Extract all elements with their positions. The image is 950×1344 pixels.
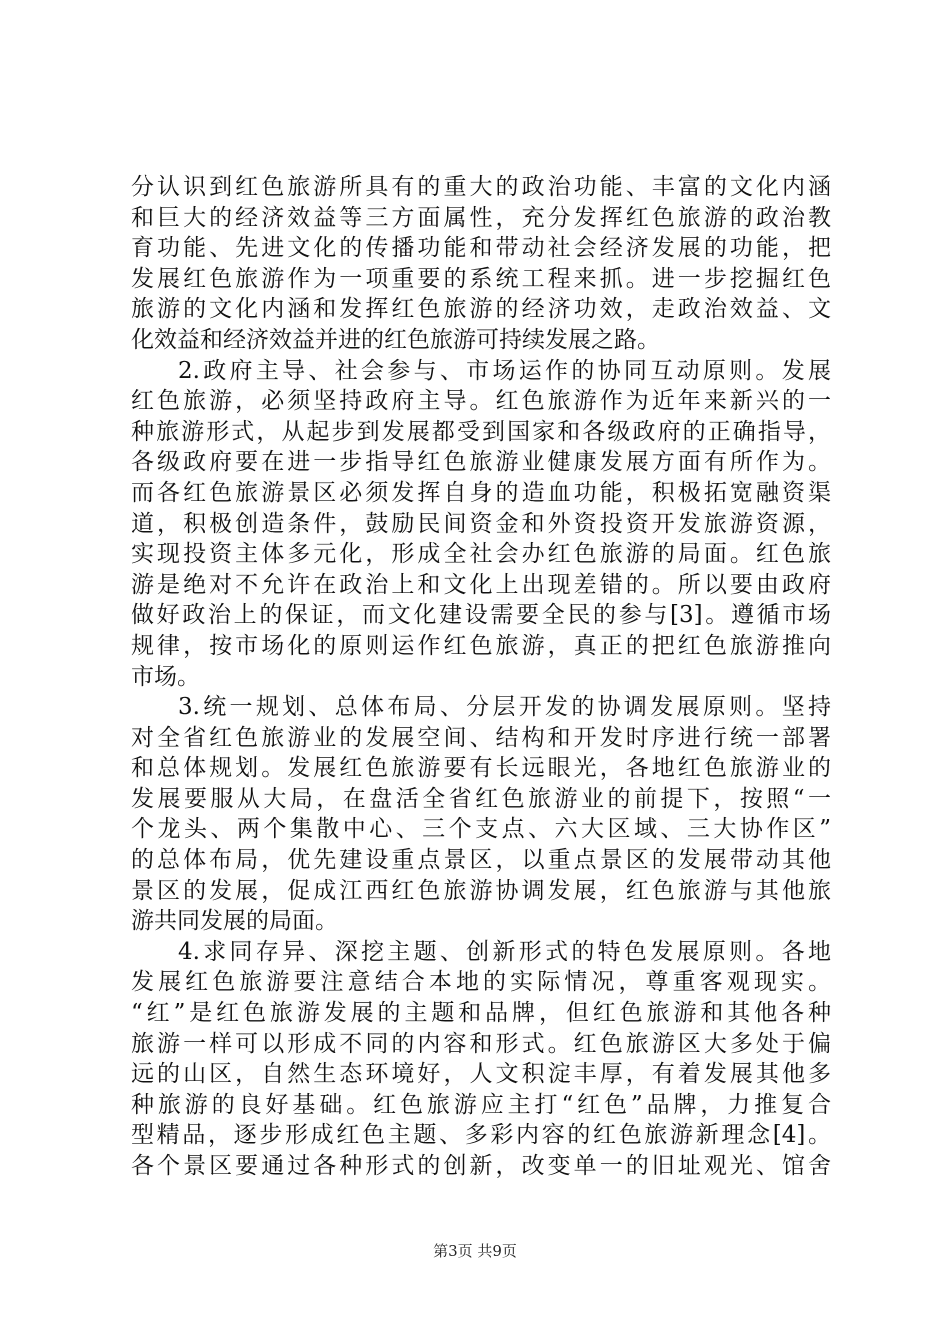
text-line: 种旅游的良好基础。红色旅游应主打“红色”品牌，力推复合 (131, 1091, 831, 1118)
text-line: 发展要服从大局，在盘活全省红色旅游业的前提下，按照“一 (131, 785, 831, 812)
text-line: 育功能、先进文化的传播功能和带动社会经济发展的功能，把 (131, 235, 831, 262)
text-line: 和巨大的经济效益等三方面属性，充分发挥红色旅游的政治教 (131, 204, 831, 231)
document-body (131, 172, 831, 1182)
text-line: 旅游的文化内涵和发挥红色旅游的经济功效，走政治效益、文 (131, 296, 831, 323)
text-line: 发展红色旅游要注意结合本地的实际情况，尊重客观现实。 (131, 969, 831, 996)
text-line: 而各红色旅游景区必须发挥自身的造血功能，积极拓宽融资渠 (131, 479, 831, 506)
text-line: 景区的发展，促成江西红色旅游协调发展，红色旅游与其他旅 (131, 877, 831, 904)
text-line: “红”是红色旅游发展的主题和品牌，但红色旅游和其他各种 (131, 1000, 831, 1027)
text-line: 种旅游形式，从起步到发展都受到国家和各级政府的正确指导， (131, 418, 831, 445)
page-footer: 第3页 共9页 (433, 1242, 517, 1260)
text-line: 化效益和经济效益并进的红色旅游可持续发展之路。 (131, 326, 660, 353)
text-line: 实现投资主体多元化，形成全社会办红色旅游的局面。红色旅 (131, 541, 831, 568)
text-line: 对全省红色旅游业的发展空间、结构和开发时序进行统一部署 (131, 724, 831, 751)
text-line: 远的山区，自然生态环境好，人文积淀丰厚，有着发展其他多 (131, 1061, 831, 1088)
text-line: 2.政府主导、社会参与、市场运作的协同互动原则。发展 (178, 357, 831, 384)
text-line: 发展红色旅游作为一项重要的系统工程来抓。进一步挖掘红色 (131, 265, 831, 292)
text-line: 4.求同存异、深挖主题、创新形式的特色发展原则。各地 (178, 938, 831, 965)
text-line: 市场。 (131, 663, 200, 690)
text-line: 型精品，逐步形成红色主题、多彩内容的红色旅游新理念[4]。 (131, 1122, 831, 1149)
text-line: 各个景区要通过各种形式的创新，改变单一的旧址观光、馆舍 (131, 1153, 831, 1179)
text-line: 旅游一样可以形成不同的内容和形式。红色旅游区大多处于偏 (131, 1030, 831, 1057)
text-line: 分认识到红色旅游所具有的重大的政治功能、丰富的文化内涵 (131, 174, 831, 200)
text-line: 游共同发展的局面。 (131, 908, 338, 935)
text-line: 个龙头、两个集散中心、三个支点、六大区域、三大协作区” (131, 816, 831, 843)
text-line: 的总体布局，优先建设重点景区，以重点景区的发展带动其他 (131, 847, 831, 874)
text-line: 做好政治上的保证，而文化建设需要全民的参与[3]。遵循市场 (131, 602, 831, 629)
text-line: 红色旅游，必须坚持政府主导。红色旅游作为近年来新兴的一 (131, 388, 831, 415)
text-line: 3.统一规划、总体布局、分层开发的协调发展原则。坚持 (178, 694, 831, 721)
text-line: 各级政府要在进一步指导红色旅游业健康发展方面有所作为。 (131, 449, 831, 476)
text-line: 和总体规划。发展红色旅游要有长远眼光，各地红色旅游业的 (131, 755, 831, 782)
text-line: 道，积极创造条件，鼓励民间资金和外资投资开发旅游资源， (131, 510, 831, 537)
text-line: 游是绝对不允许在政治上和文化上出现差错的。所以要由政府 (131, 571, 831, 598)
text-line: 规律，按市场化的原则运作红色旅游，真正的把红色旅游推向 (131, 632, 831, 659)
